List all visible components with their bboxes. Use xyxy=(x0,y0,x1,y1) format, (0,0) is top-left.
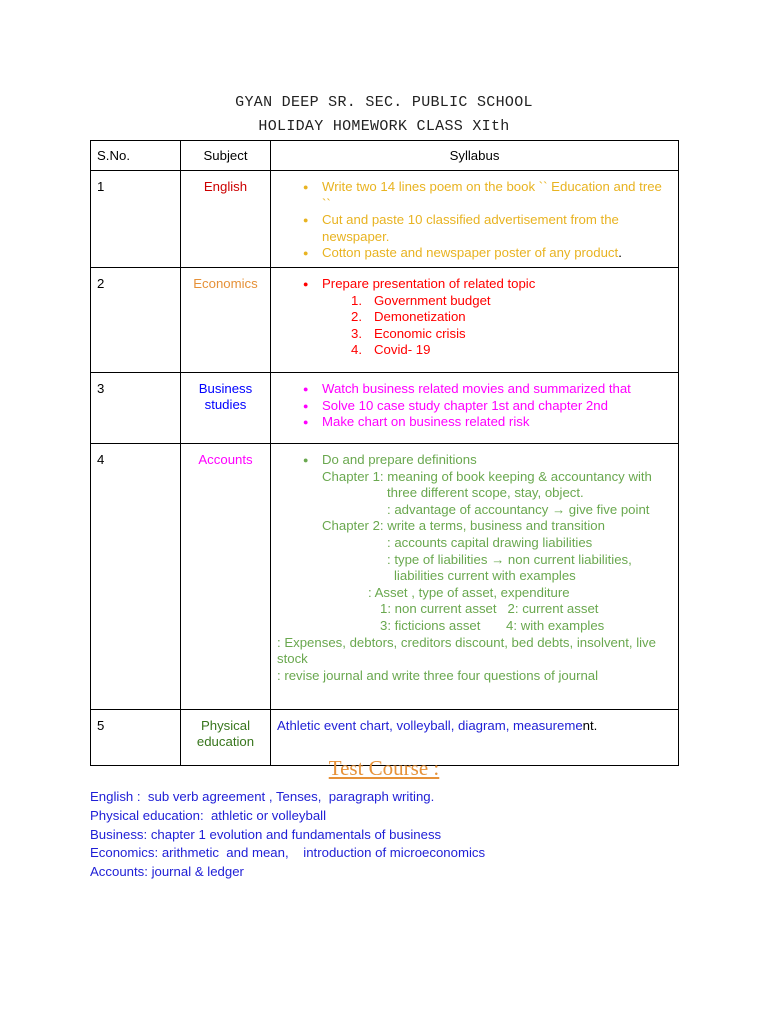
row-sno: 1 xyxy=(91,171,181,268)
list-item xyxy=(277,245,672,262)
list-item-text: Cotton paste and newspaper poster of any product xyxy=(322,245,619,261)
row-sno: 2 xyxy=(91,268,181,373)
table-row xyxy=(91,268,679,373)
subject-line: Business xyxy=(198,381,253,396)
syllabus-text-end: nt. xyxy=(582,718,598,733)
accounts-line: : Expenses, debtors, creditors discount, bed debts, insolvent, live stock xyxy=(277,634,656,667)
row-subject-economics: Economics xyxy=(181,268,271,373)
row-sno: 4 xyxy=(91,444,181,710)
row-syllabus xyxy=(271,268,679,373)
row-subject-business xyxy=(181,373,271,444)
syllabus-text: Athletic event chart, volleyball, diagram, measureme xyxy=(277,718,583,733)
accounts-line: Chapter 1: meaning of book keeping & accountancy with xyxy=(322,468,652,484)
column-header-syllabus: Syllabus xyxy=(271,141,679,171)
numbered-item xyxy=(277,293,672,310)
numbered-item xyxy=(277,309,672,326)
accounts-line: three different scope, stay, object. xyxy=(387,485,584,501)
accounts-line: : type of liabilities → non current liabilities, xyxy=(387,551,632,567)
homework-table xyxy=(90,140,679,766)
accounts-line: : accounts capital drawing liabilities xyxy=(387,534,593,550)
column-header-subject: Subject xyxy=(181,141,271,171)
subject-line: studies xyxy=(204,397,247,412)
page-subtitle: HOLIDAY HOMEWORK CLASS XIth xyxy=(258,118,510,135)
accounts-line: Chapter 2: write a terms, business and transition xyxy=(322,518,605,534)
test-course-line: Physical education: athletic or volleyball xyxy=(90,807,327,823)
row-sno: 5 xyxy=(91,710,181,766)
item-text: Covid- 19 xyxy=(374,342,431,358)
item-number: 3. xyxy=(351,325,362,341)
list-item: ● Watch business related movies and summarized that xyxy=(277,381,672,398)
row-syllabus xyxy=(271,444,679,710)
accounts-line: : revise journal and write three four questions of journal xyxy=(277,667,599,683)
table-row xyxy=(91,171,679,268)
row-sno: 3 xyxy=(91,373,181,444)
row-subject-english: English xyxy=(181,171,271,268)
accounts-line: liabilities current with examples xyxy=(394,568,576,584)
row-subject-accounts: Accounts xyxy=(181,444,271,710)
list-item: ● Do and prepare definitions xyxy=(277,452,672,469)
item-text: Economic crisis xyxy=(374,325,466,341)
row-syllabus xyxy=(271,171,679,268)
school-name: GYAN DEEP SR. SEC. PUBLIC SCHOOL xyxy=(235,94,533,111)
item-number: 1. xyxy=(351,292,362,308)
test-course-title: Test Course : xyxy=(328,756,440,780)
numbered-item xyxy=(277,342,672,359)
accounts-line: : advantage of accountancy → give five point xyxy=(387,501,650,517)
test-course-line: English : sub verb agreement , Tenses, paragraph writing. xyxy=(90,789,435,804)
item-text: Government budget xyxy=(374,292,491,308)
table-row xyxy=(91,373,679,444)
item-number: 4. xyxy=(351,342,362,358)
test-course-list xyxy=(90,788,485,882)
item-number: 2. xyxy=(351,309,362,325)
test-course-line: Accounts: journal & ledger xyxy=(90,864,244,880)
list-item: ● Cut and paste 10 classified advertisement from the newspaper. xyxy=(277,212,672,245)
list-item: ● Make chart on business related risk xyxy=(277,414,672,431)
table-row xyxy=(91,444,679,710)
list-item: ● Write two 14 lines poem on the book `` Education and tree `` xyxy=(277,179,672,212)
accounts-line: 1: non current asset 2: current asset xyxy=(380,601,599,617)
numbered-item xyxy=(277,326,672,343)
test-course-line: Business: chapter 1 evolution and fundamentals of business xyxy=(90,826,442,842)
accounts-line: : Asset , type of asset, expenditure xyxy=(368,584,570,600)
item-text: Demonetization xyxy=(374,309,466,325)
subject-line: Physical xyxy=(200,718,251,733)
list-item: ● Solve 10 case study chapter 1st and chapter 2nd xyxy=(277,398,672,415)
list-item: ● Prepare presentation of related topic xyxy=(277,276,672,293)
row-syllabus xyxy=(271,373,679,444)
test-course-line: Economics: arithmetic and mean, introduction of microeconomics xyxy=(90,845,486,861)
list-item-period: . xyxy=(618,245,622,261)
column-header-sno: S.No. xyxy=(91,141,181,171)
table-header-row xyxy=(91,141,679,171)
subject-line: education xyxy=(196,734,255,749)
accounts-line: 3: ficticions asset 4: with examples xyxy=(380,617,605,633)
